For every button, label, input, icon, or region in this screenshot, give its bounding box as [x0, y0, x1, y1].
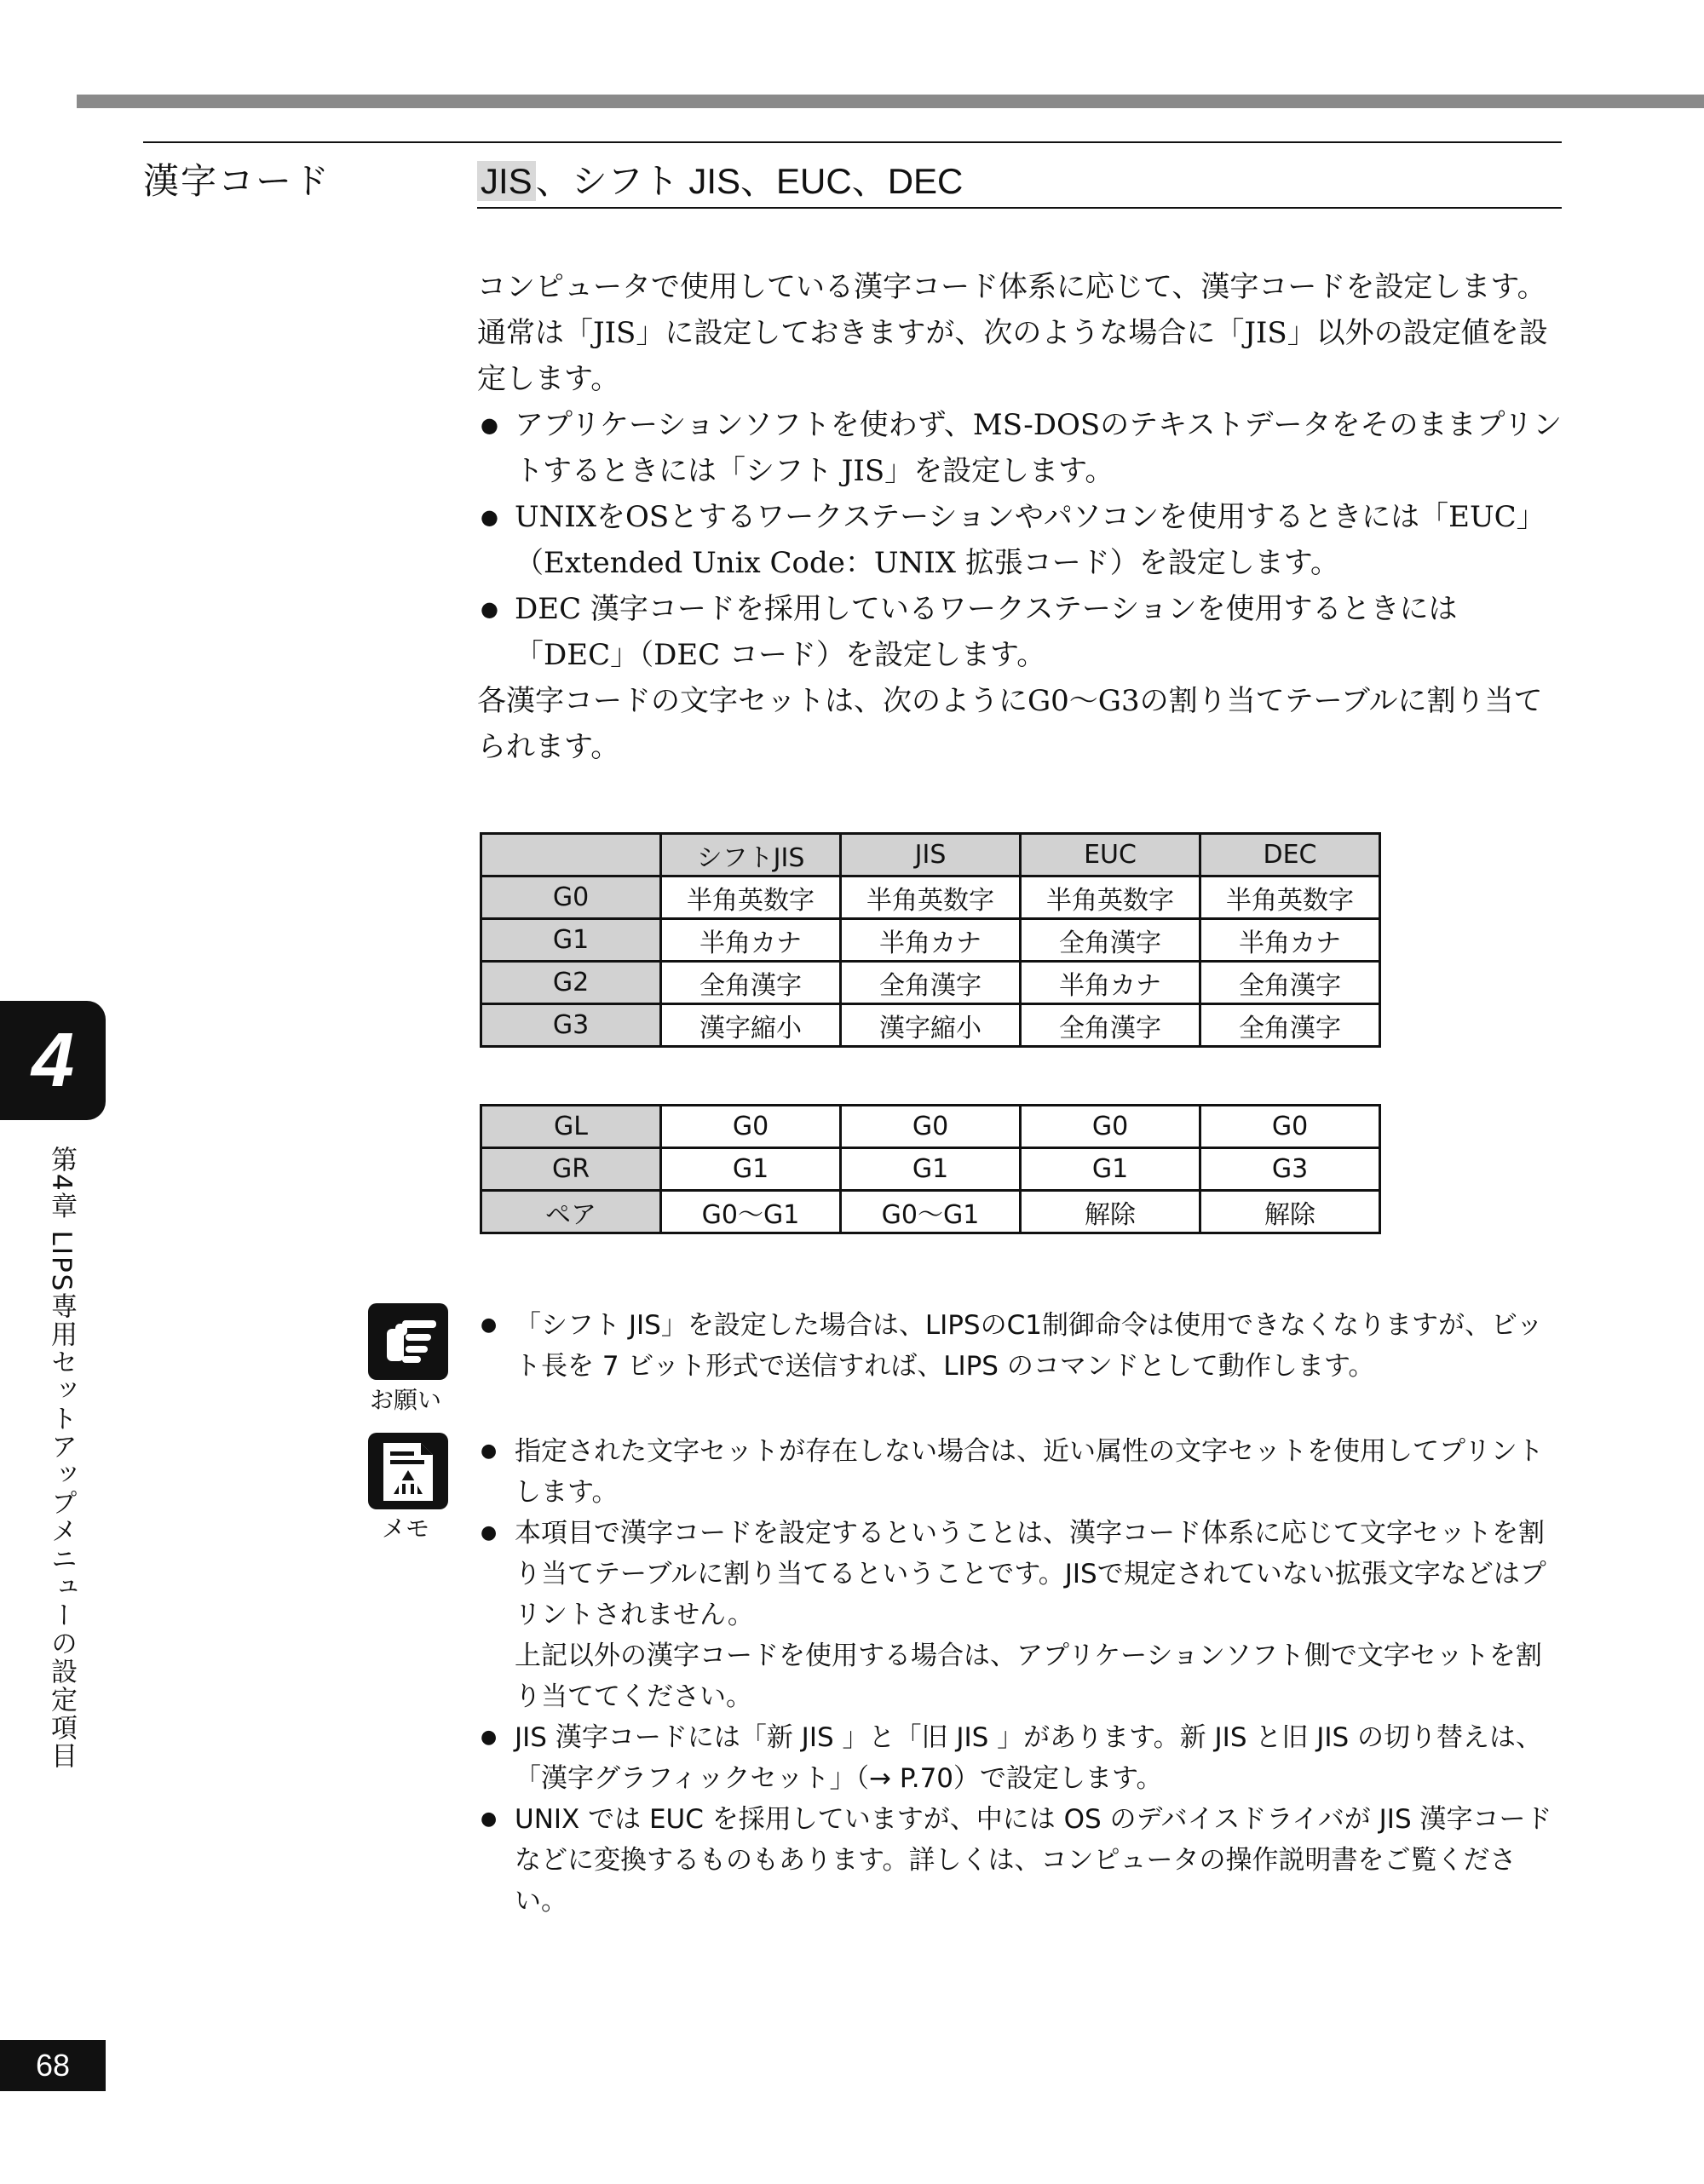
outro-paragraph: 各漢字コードの文字セットは、次のようにG0～G3の割り当てテーブルに割り当てられます。 — [477, 684, 1543, 764]
row-header-cell: G0 — [481, 876, 661, 919]
table-cell: G1 — [841, 1148, 1021, 1191]
table-row — [481, 962, 1380, 1004]
table-cell: 半角英数字 — [841, 876, 1021, 919]
memo-icon-label: メモ — [382, 1514, 430, 1543]
table-row — [481, 919, 1380, 962]
table-header-cell: JIS — [841, 834, 1021, 876]
intro-paragraph: コンピュータで使用している漢字コード体系に応じて、漢字コードを設定します。 — [477, 270, 1546, 304]
row-header-cell: ペア — [481, 1191, 661, 1233]
table-cell: 漢字縮小 — [841, 1004, 1021, 1047]
table-cell: 全角漢字 — [1200, 962, 1380, 1004]
table-header-row — [481, 834, 1380, 876]
note-bullet: ● 「シフト JIS」を設定した場合は、LIPSのC1制御命令は使用できなくなりますが、ビット長を 7 ビット形式で送信すれば、LIPS のコマンドとして動作します。 — [477, 1305, 1563, 1387]
table-row — [481, 1148, 1380, 1191]
section-value-rest: 、シフト JIS、EUC、DEC — [535, 161, 964, 201]
table-cell: 解除 — [1200, 1191, 1380, 1233]
row-header-cell: G1 — [481, 919, 661, 962]
row-header-cell: GR — [481, 1148, 661, 1191]
table-cell: 全角漢字 — [1021, 1004, 1200, 1047]
section-value-rule — [477, 207, 1562, 209]
table-cell: G0～G1 — [661, 1191, 841, 1233]
row-header-cell: G2 — [481, 962, 661, 1004]
table-cell: 半角カナ — [661, 919, 841, 962]
table-cell: G1 — [661, 1148, 841, 1191]
table-cell: G0 — [1021, 1106, 1200, 1148]
table-cell: 全角漢字 — [1021, 919, 1200, 962]
page-number: 68 — [0, 2040, 106, 2091]
table-row — [481, 876, 1380, 919]
table-cell: 半角カナ — [1200, 919, 1380, 962]
bullet-item: ● UNIXをOSとするワークステーションやパソコンを使用するときには「EUC」（Extended Unix Code：UNIX 拡張コード）を設定します。 — [477, 494, 1563, 586]
row-header-cell: G3 — [481, 1004, 661, 1047]
table-cell: 全角漢字 — [1200, 1004, 1380, 1047]
note-bullet: ● 本項目で漢字コードを設定するということは、漢字コード体系に応じて文字セットを割り当てテーブルに割り当てるということです。JISで規定されていない拡張文字などはプリントされません。 — [477, 1513, 1563, 1635]
table-cell: 半角カナ — [1021, 962, 1200, 1004]
request-note — [477, 1305, 1563, 1387]
bullet-item: ● アプリケーションソフトを使わず、MS-DOSのテキストデータをそのままプリントするときには「シフト JIS」を設定します。 — [477, 402, 1563, 494]
memo-icon — [368, 1433, 448, 1509]
section-value-highlight: JIS — [477, 161, 536, 201]
table-cell: 半角英数字 — [661, 876, 841, 919]
table-row — [481, 1191, 1380, 1233]
section-value — [477, 153, 963, 204]
table-header-cell: EUC — [1021, 834, 1200, 876]
intro-paragraph: 通常は「JIS」に設定しておきますが、次のような場合に「JIS」以外の設定値を設定します。 — [477, 316, 1548, 396]
table-cell: 漢字縮小 — [661, 1004, 841, 1047]
note-continuation: 上記以外の漢字コードを使用する場合は、アプリケーションソフト側で文字セットを割り当ててください。 — [515, 1641, 1542, 1712]
table-cell: G0～G1 — [841, 1191, 1021, 1233]
table-cell: G3 — [1200, 1148, 1380, 1191]
assignment-table — [480, 1104, 1381, 1234]
section-label: 漢字コード — [143, 160, 331, 202]
table-row — [481, 1106, 1380, 1148]
table-corner-cell — [481, 834, 661, 876]
pointing-hand-icon — [368, 1303, 448, 1380]
table-cell: G0 — [661, 1106, 841, 1148]
chapter-title: 第4章 LIPS専用セットアップメニューの設定項目 — [46, 1146, 77, 1771]
table-cell: G0 — [841, 1106, 1021, 1148]
bullet-item: ● DEC 漢字コードを採用しているワークステーションを使用するときには「DEC」（DEC コード）を設定します。 — [477, 586, 1563, 678]
row-header-cell: GL — [481, 1106, 661, 1148]
table-cell: G1 — [1021, 1148, 1200, 1191]
memo-note — [477, 1431, 1563, 1922]
table-cell: 解除 — [1021, 1191, 1200, 1233]
table-cell: G0 — [1200, 1106, 1380, 1148]
request-icon-label: お願い — [370, 1386, 442, 1414]
charset-table — [480, 832, 1381, 1048]
note-bullet: ● UNIX では EUC を採用していますが、中には OS のデバイスドライバが JIS 漢字コードなどに変換するものもあります。詳しくは、コンピュータの操作説明書をご覧ください。 — [477, 1799, 1563, 1922]
note-bullet: ● JIS 漢字コードには「新 JIS 」と「旧 JIS 」があります。新 JIS と旧 JIS の切り替えは、「漢字グラフィックセット」（→ P.70）で設定します。 — [477, 1717, 1563, 1799]
table-cell: 半角カナ — [841, 919, 1021, 962]
header-bar — [77, 95, 1704, 108]
table-header-cell: DEC — [1200, 834, 1380, 876]
table-cell: 全角漢字 — [841, 962, 1021, 1004]
section-top-rule — [143, 141, 1562, 143]
table-row — [481, 1004, 1380, 1047]
chapter-tab: 4 — [0, 1001, 106, 1120]
table-header-cell: シフトJIS — [661, 834, 841, 876]
table-cell: 半角英数字 — [1200, 876, 1380, 919]
table-cell: 半角英数字 — [1021, 876, 1200, 919]
body-text — [477, 264, 1563, 770]
table-cell: 全角漢字 — [661, 962, 841, 1004]
note-bullet: ● 指定された文字セットが存在しない場合は、近い属性の文字セットを使用してプリントします。 — [477, 1431, 1563, 1513]
